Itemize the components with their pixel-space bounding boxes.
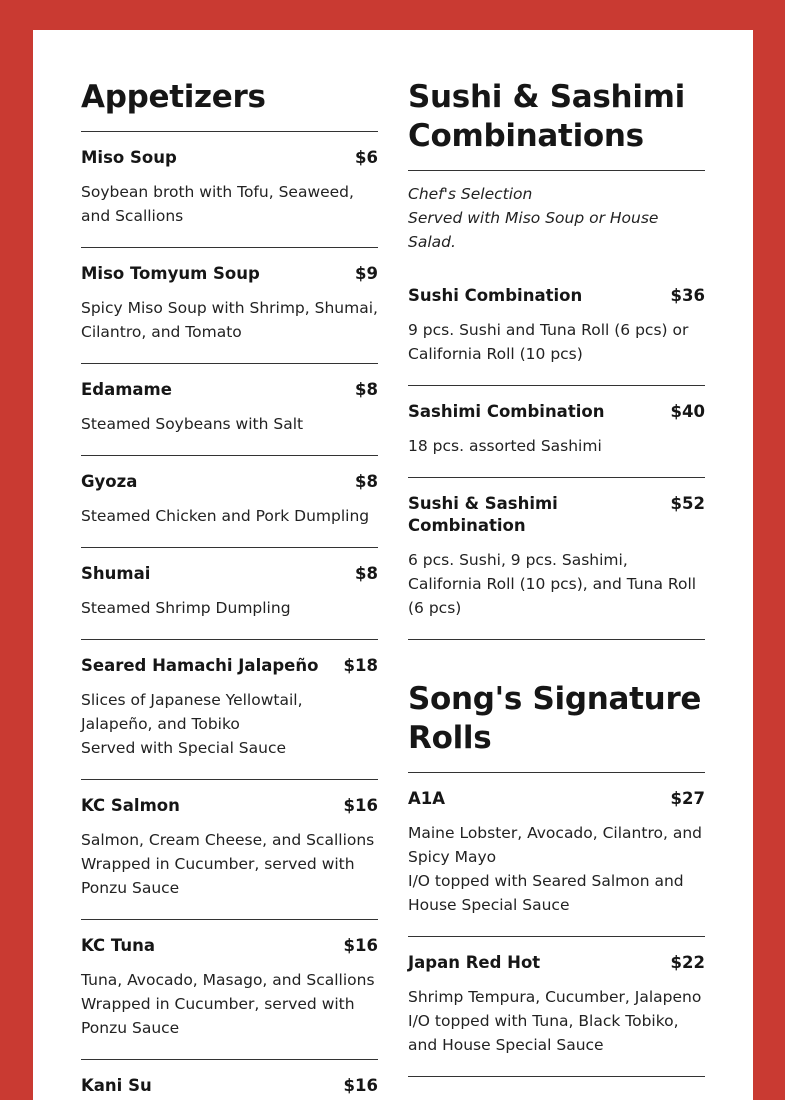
menu-item-description bbox=[408, 434, 705, 458]
menu-item-description-line: Steamed Shrimp Dumpling bbox=[81, 599, 291, 617]
menu-item bbox=[81, 456, 378, 548]
menu-item-description bbox=[81, 688, 378, 760]
menu-item-header bbox=[81, 563, 378, 585]
menu-item-header bbox=[81, 263, 378, 285]
menu-item bbox=[81, 548, 378, 640]
menu-item-description bbox=[81, 828, 378, 900]
menu-item-description-line: 18 pcs. assorted Sashimi bbox=[408, 437, 602, 455]
menu-item-name: KC Salmon bbox=[81, 796, 180, 815]
menu-item-header bbox=[81, 795, 378, 817]
menu-item-header bbox=[408, 401, 705, 423]
menu-item-price: $16 bbox=[343, 936, 378, 955]
menu-item-description bbox=[408, 985, 705, 1057]
menu-item bbox=[408, 386, 705, 478]
menu-item-description bbox=[81, 968, 378, 1040]
menu-item-name: Edamame bbox=[81, 380, 172, 399]
appetizers-title: Appetizers bbox=[81, 79, 266, 115]
menu-item bbox=[81, 248, 378, 364]
menu-item bbox=[408, 478, 705, 640]
menu-item bbox=[408, 285, 705, 386]
menu-item-header bbox=[81, 471, 378, 493]
menu-item bbox=[408, 773, 705, 937]
menu-page bbox=[33, 30, 753, 1100]
menu-item bbox=[81, 640, 378, 780]
menu-item bbox=[81, 1060, 378, 1100]
menu-item-description bbox=[81, 412, 378, 436]
sushi-intro bbox=[408, 171, 705, 285]
menu-item-description bbox=[408, 821, 705, 917]
menu-item-header bbox=[408, 285, 705, 307]
menu-item-name: Seared Hamachi Jalapeño bbox=[81, 656, 319, 675]
menu-item-name: Sushi & Sashimi Combination bbox=[408, 494, 558, 535]
menu-item bbox=[81, 132, 378, 248]
appetizers-list bbox=[81, 132, 378, 1100]
menu-item-header bbox=[408, 788, 705, 810]
menu-item bbox=[408, 937, 705, 1077]
menu-item-description-line: Steamed Soybeans with Salt bbox=[81, 415, 304, 433]
menu-item-description-line: Shrimp Tempura, Cucumber, Jalapeno bbox=[408, 988, 702, 1006]
menu-item-name: Kani Su bbox=[81, 1076, 152, 1095]
menu-item-description-line: Spicy Miso Soup with Shrimp, Shumai, Cilantro, and Tomato bbox=[81, 299, 378, 341]
menu-item-description bbox=[408, 318, 705, 366]
menu-item bbox=[81, 780, 378, 920]
menu-item-price: $6 bbox=[355, 148, 378, 167]
menu-item-description bbox=[81, 504, 378, 528]
menu-item-name: Sushi Combination bbox=[408, 286, 583, 305]
menu-item-description bbox=[81, 180, 378, 228]
signature-list bbox=[408, 773, 705, 1077]
menu-item-header bbox=[81, 147, 378, 169]
right-column bbox=[408, 30, 705, 1077]
menu-item-description-line: Maine Lobster, Avocado, Cilantro, and Spicy Mayo bbox=[408, 824, 702, 866]
menu-item-header bbox=[81, 935, 378, 957]
menu-item-name: Sashimi Combination bbox=[408, 402, 605, 421]
menu-item-price: $27 bbox=[670, 789, 705, 808]
menu-item-description-line: Slices of Japanese Yellowtail, Jalapeño, and Tobiko bbox=[81, 691, 303, 733]
menu-item-header bbox=[408, 493, 705, 537]
menu-item-description-line: Salmon, Cream Cheese, and Scallions Wrapped in Cucumber, served with Ponzu Sauce bbox=[81, 831, 375, 897]
menu-item-name: KC Tuna bbox=[81, 936, 155, 955]
menu-item-name: Miso Soup bbox=[81, 148, 177, 167]
menu-item-name: Japan Red Hot bbox=[408, 953, 541, 972]
sushi-title: Sushi & Sashimi Combinations bbox=[408, 79, 685, 154]
menu-item-description-line: Tuna, Avocado, Masago, and Scallions Wrapped in Cucumber, served with Ponzu Sauce bbox=[81, 971, 375, 1037]
menu-item-price: $8 bbox=[355, 564, 378, 583]
menu-item-description-line: Soybean broth with Tofu, Seaweed, and Scallions bbox=[81, 183, 354, 225]
menu-item-price: $52 bbox=[670, 494, 705, 513]
menu-item-price: $16 bbox=[343, 796, 378, 815]
menu-item-description bbox=[81, 296, 378, 344]
menu-item bbox=[81, 920, 378, 1060]
appetizers-column bbox=[81, 30, 378, 1100]
menu-item-name: Miso Tomyum Soup bbox=[81, 264, 260, 283]
menu-item-price: $16 bbox=[343, 1076, 378, 1095]
menu-item-description-line: 9 pcs. Sushi and Tuna Roll (6 pcs) or California Roll (10 pcs) bbox=[408, 321, 689, 363]
menu-item-description-line: I/O topped with Tuna, Black Tobiko, and House Special Sauce bbox=[408, 1012, 679, 1054]
menu-item-name: Gyoza bbox=[81, 472, 138, 491]
menu-item-name: Shumai bbox=[81, 564, 151, 583]
menu-item-header bbox=[81, 1075, 378, 1097]
menu-item-header bbox=[408, 952, 705, 974]
menu-item-price: $8 bbox=[355, 472, 378, 491]
menu-item-price: $8 bbox=[355, 380, 378, 399]
sushi-list bbox=[408, 285, 705, 640]
menu-item-description bbox=[81, 596, 378, 620]
menu-item-price: $22 bbox=[670, 953, 705, 972]
menu-item-description-line: 6 pcs. Sushi, 9 pcs. Sashimi, California Roll (10 pcs), and Tuna Roll (6 pcs) bbox=[408, 551, 697, 617]
menu-item-description-line: Served with Special Sauce bbox=[81, 739, 287, 757]
menu-item-description-line: I/O topped with Seared Salmon and House Special Sauce bbox=[408, 872, 684, 914]
sushi-intro-line: Served with Miso Soup or House Salad. bbox=[408, 209, 659, 251]
menu-item-price: $40 bbox=[670, 402, 705, 421]
sushi-intro-line: Chef's Selection bbox=[408, 185, 533, 203]
menu-item bbox=[81, 364, 378, 456]
menu-item-price: $18 bbox=[343, 656, 378, 675]
menu-item-name: A1A bbox=[408, 789, 446, 808]
menu-item-price: $36 bbox=[670, 286, 705, 305]
menu-item-description-line: Steamed Chicken and Pork Dumpling bbox=[81, 507, 370, 525]
menu-item-description bbox=[408, 548, 705, 620]
signature-title: Song's Signature Rolls bbox=[408, 681, 702, 756]
menu-item-header bbox=[81, 655, 378, 677]
menu-item-price: $9 bbox=[355, 264, 378, 283]
menu-item-header bbox=[81, 379, 378, 401]
